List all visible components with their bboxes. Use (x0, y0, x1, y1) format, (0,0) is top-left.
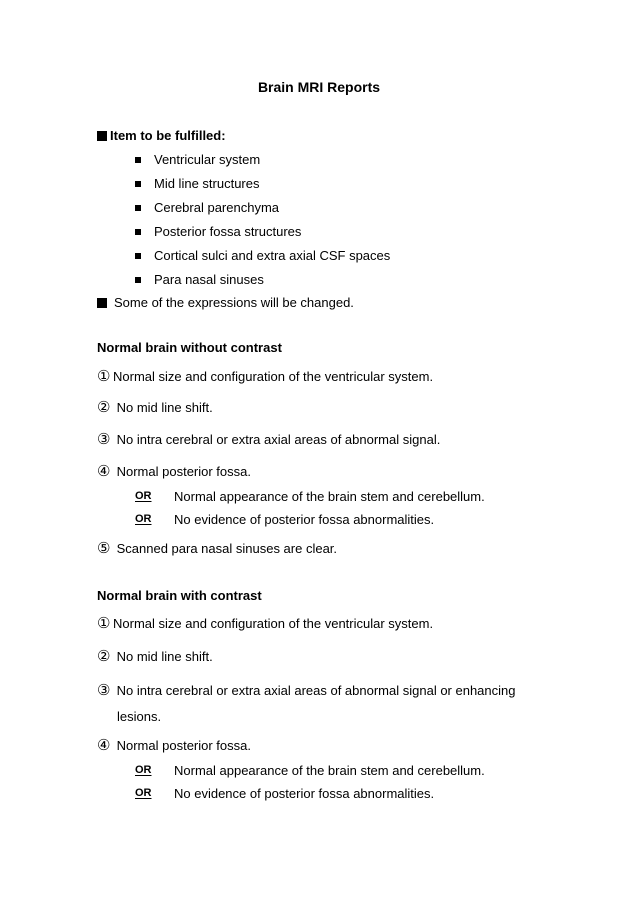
number-marker: ② (97, 648, 111, 665)
bullet-icon (135, 205, 141, 211)
report-line (97, 462, 251, 480)
bullet-icon (135, 253, 141, 259)
note (97, 295, 354, 310)
number-marker: ② (97, 399, 111, 416)
report-line (97, 539, 337, 557)
or-label: OR (135, 787, 152, 799)
number-marker: ① (97, 368, 111, 385)
bullet-icon (135, 157, 141, 163)
bullet-icon (135, 181, 141, 187)
report-line (97, 614, 433, 632)
report-line (97, 681, 516, 699)
list-item: Cortical sulci and extra axial CSF spaces (154, 248, 391, 263)
number-marker: ① (97, 615, 111, 632)
number-marker: ④ (97, 463, 111, 480)
number-marker: ⑤ (97, 540, 111, 557)
report-line-text: Scanned para nasal sinuses are clear. (113, 541, 338, 556)
report-line-text: Normal posterior fossa. (113, 738, 251, 753)
items-header (97, 128, 226, 143)
list-item: Mid line structures (154, 176, 260, 191)
report-line (97, 430, 440, 448)
report-line-text: Normal posterior fossa. (113, 464, 251, 479)
list-item: Para nasal sinuses (154, 272, 264, 287)
report-line-text: Normal size and configuration of the ventricular system. (113, 369, 434, 384)
report-line-text: Normal size and configuration of the ventricular system. (113, 616, 434, 631)
or-line-text: No evidence of posterior fossa abnormalities. (174, 786, 435, 801)
or-label: OR (135, 490, 152, 502)
section-heading: Normal brain with contrast (97, 588, 262, 603)
or-label: OR (135, 764, 152, 776)
black-square-icon (97, 298, 107, 308)
report-line-text: No mid line shift. (113, 649, 213, 664)
or-line-text: No evidence of posterior fossa abnormalities. (174, 512, 435, 527)
list-item: Ventricular system (154, 152, 261, 167)
or-line-text: Normal appearance of the brain stem and cerebellum. (174, 489, 485, 504)
report-line (97, 736, 251, 754)
number-marker: ④ (97, 737, 111, 754)
note-text: Some of the expressions will be changed. (114, 295, 354, 310)
bullet-icon (135, 229, 141, 235)
report-line (97, 398, 213, 416)
bullet-icon (135, 277, 141, 283)
number-marker: ③ (97, 431, 111, 448)
list-item: Posterior fossa structures (154, 224, 302, 239)
page-title: Brain MRI Reports (257, 79, 381, 95)
or-line-text: Normal appearance of the brain stem and cerebellum. (174, 763, 485, 778)
items-header-label: Item to be fulfilled: (110, 128, 226, 143)
or-label: OR (135, 513, 152, 525)
number-marker: ③ (97, 682, 111, 699)
report-line-text: No mid line shift. (113, 400, 213, 415)
report-line (97, 647, 213, 665)
report-line-text: No intra cerebral or extra axial areas of abnormal signal. (113, 432, 441, 447)
report-line (97, 367, 433, 385)
section-heading: Normal brain without contrast (97, 340, 282, 355)
report-line-text: No intra cerebral or extra axial areas of abnormal signal or enhancing (113, 683, 516, 698)
black-square-icon (97, 131, 107, 141)
report-line-continuation: lesions. (117, 709, 162, 724)
list-item: Cerebral parenchyma (154, 200, 280, 215)
